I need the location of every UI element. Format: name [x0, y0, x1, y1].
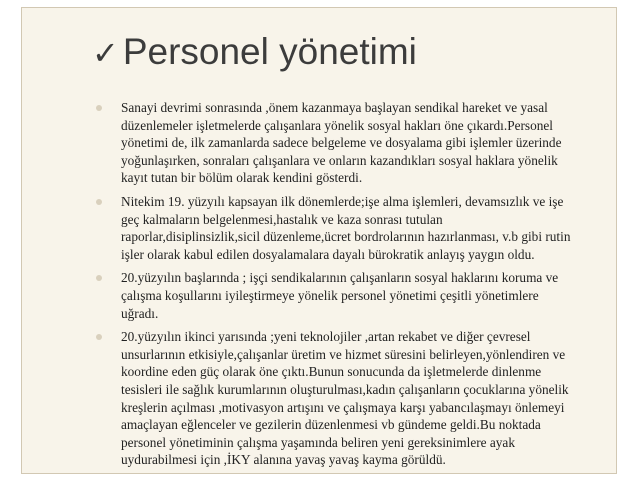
bullet-line: işler olarak kabul edilen dosyalamalara dayalı bürokratik anlayış yaygın oldu.: [121, 246, 535, 262]
bullet-line: amaçlayan eğlenceler ve gezilerin düzenlenmesi vb gündeme geldi.Bu noktada: [121, 417, 541, 433]
bullet-line: raporlar,disiplinsizlik,sicil düzenleme,ücret bordrolarının hazırlanması, v.b gibi rutin: [121, 229, 571, 245]
bullet-line: kreşlerin açılması ,motivasyon artışını ve çalışmaya karşı yabancılaşmayı önlemeyi: [121, 399, 565, 415]
bullet-icon: [96, 334, 102, 340]
bullet-line: Sanayi devrimi sonrasında ,önem kazanmaya başlayan sendikal hareket ve yasal: [121, 100, 548, 115]
bullet-line: yoğunlaşırken, sonraları çalışanlara ve onların kazandıkları sosyal haklara yönelik: [121, 152, 558, 168]
bullet-list: [96, 99, 621, 475]
slide-title-text: Personel yönetimi: [122, 31, 417, 72]
bullet-line: 20.yüzyılın başlarında ; işçi sendikalarının çalışanların sosyal haklarını koruma ve: [121, 270, 559, 286]
bullet-icon: [96, 275, 102, 281]
bullet-item: [96, 328, 621, 469]
bullet-line: 20.yüzyılın ikinci yarısında ;yeni teknolojiler ,artan rekabet ve diğer çevresel: [121, 329, 531, 345]
bullet-line: unsurlarının etkisiyle,çalışanlar üretim ve hizmet süresini belirleyen,yönlendiren ve: [121, 346, 566, 362]
bullet-item: [96, 99, 621, 187]
bullet-line: personel yönetiminin çalışma yaşamında beliren yeni gereksinimlere ayak: [121, 434, 515, 450]
slide-title: [92, 28, 417, 77]
bullet-line: geç kalmaların belgelenmesi,hastalık ve kaza sonrası tutulan: [121, 211, 443, 227]
bullet-line: Nitekim 19. yüzyılı kapsayan ilk dönemlerde;işe alma işlemleri, devamsızlık ve işe: [121, 193, 564, 209]
bullet-item: [96, 269, 621, 322]
bullet-line: çalışma koşullarını iyileştirmeye yönelik personel yönetimi çeşitli yönetimlere: [121, 287, 539, 303]
checkmark-icon: ✓: [92, 34, 119, 72]
bullet-line: yönetimi de, ilk zamanlarda sadece belgeleme ve dosyalama gibi işlemler üzerinde: [121, 135, 562, 151]
bullet-line: tesisleri ile sağlık kurumlarının oluşturulması,kadın çalışanların çocuklarına yönelik: [121, 381, 569, 397]
bullet-line: koordine eden güç olarak öne çıktı.Bunun sonucunda da işletmelerde dinlenme: [121, 364, 542, 380]
bullet-item: [96, 193, 621, 263]
bullet-line: uydurabilmesi için ,İKY alanına yavaş yavaş kayma görüldü.: [121, 452, 446, 468]
bullet-line: düzenlemeler işletmelerde çalışanlara yönelik sosyal hakları öne çıkardı.Personel: [121, 117, 553, 133]
bullet-icon: [96, 199, 102, 205]
bullet-line: uğradı.: [121, 305, 159, 321]
bullet-icon: [96, 105, 102, 111]
bullet-line: kayıt tutan bir bölüm olarak kendini gösterdi.: [121, 170, 363, 186]
